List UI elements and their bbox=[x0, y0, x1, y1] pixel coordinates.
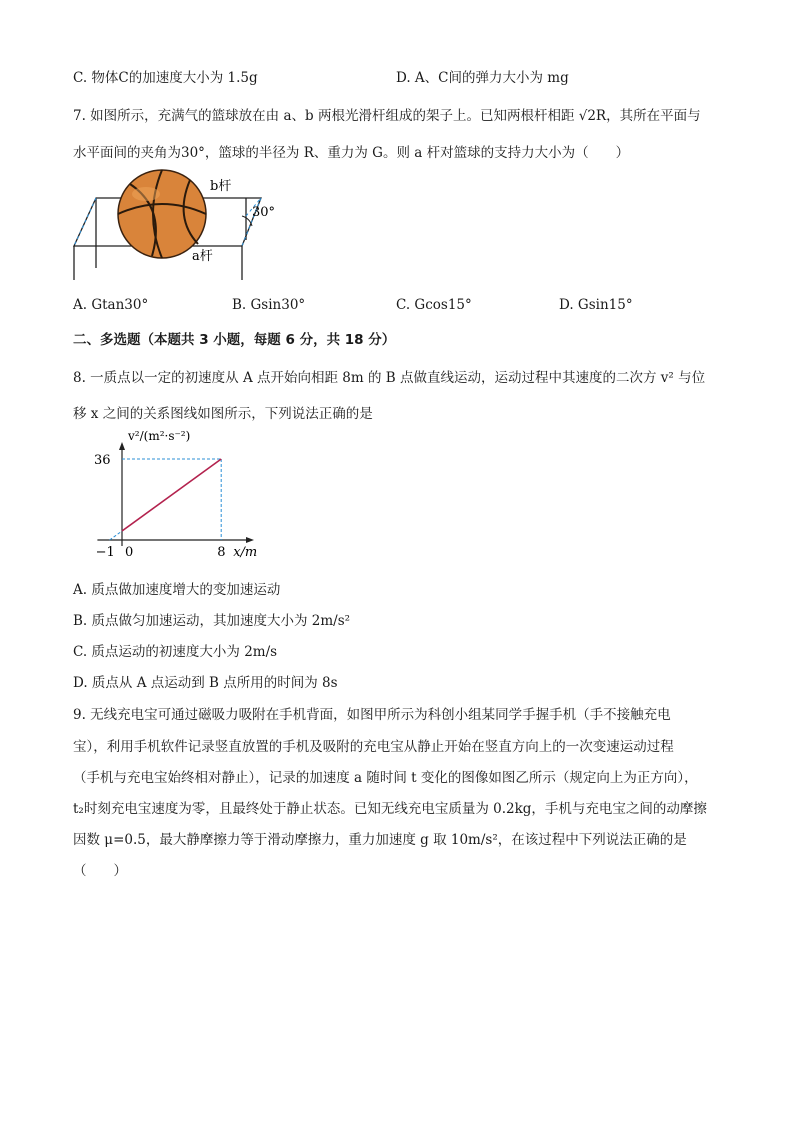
angle-label: 30° bbox=[252, 205, 276, 220]
q9-stem-line5: 因数 μ=0.5，最大静摩擦力等于滑动摩擦力，重力加速度 g 取 10m/s²，在该过程中下列说法正确的是 bbox=[73, 832, 687, 848]
q6-option-c: C. 物体C的加速度大小为 1.5g bbox=[73, 70, 258, 86]
basketball-rack-figure bbox=[66, 168, 286, 284]
x-tick-label-8: 8 bbox=[217, 545, 226, 560]
x-axis-label: x/m bbox=[233, 545, 258, 560]
x-tick-label-neg1: −1 bbox=[95, 545, 115, 560]
q9-stem-line1: 9. 无线充电宝可通过磁吸力吸附在手机背面，如图甲所示为科创小组某同学手握手机（手不接触充电 bbox=[73, 707, 671, 723]
q7-option-a: A. Gtan30° bbox=[73, 297, 149, 313]
v2-x-chart bbox=[92, 428, 282, 564]
y-tick-label-36: 36 bbox=[94, 453, 111, 468]
q9-stem-line6: （ ） bbox=[73, 863, 127, 879]
y-axis-label: v²/(m²·s⁻²) bbox=[128, 429, 191, 443]
q8-stem-line1: 8. 一质点以一定的初速度从 A 点开始向相距 8m 的 B 点做直线运动，运动过程中其速度的二次方 v² 与位 bbox=[73, 370, 706, 386]
section-title: 二、多选题（本题共 3 小题，每题 6 分，共 18 分） bbox=[73, 332, 396, 348]
q9-stem-line2: 宝），利用手机软件记录竖直放置的手机及吸附的充电宝从静止开始在竖直方向上的一次变速运动过程 bbox=[73, 739, 674, 755]
q7-option-d: D. Gsin15° bbox=[559, 297, 633, 313]
q9-stem-line4: t₂时刻充电宝速度为零，且最终处于静止状态。已知无线充电宝质量为 0.2kg，手机与充电宝之间的动摩擦 bbox=[73, 801, 707, 817]
q8-option-c: C. 质点运动的初速度大小为 2m/s bbox=[73, 644, 278, 660]
y-axis-arrow bbox=[119, 442, 125, 450]
q6-option-d: D. A、C间的弹力大小为 mg bbox=[396, 70, 569, 86]
q7-option-b: B. Gsin30° bbox=[232, 297, 306, 313]
q8-stem-line2: 移 x 之间的关系图线如图所示，下列说法正确的是 bbox=[73, 406, 373, 422]
series-line bbox=[122, 459, 221, 531]
q7-stem-line2: 水平面间的夹角为30°，篮球的半径为 R、重力为 G。则 a 杆对篮球的支持力大小为（ ） bbox=[73, 145, 630, 161]
a-rod-label: a杆 bbox=[192, 249, 213, 264]
q7-stem-line1: 7. 如图所示，充满气的篮球放在由 a、b 两根光滑杆组成的架子上。已知两根杆相距 √2R，其所在平面与 bbox=[73, 108, 701, 124]
q9-stem-line3: （手机与充电宝始终相对静止），记录的加速度 a 随时间 t 变化的图像如图乙所示（规定向上为正方向）， bbox=[73, 770, 698, 786]
b-rod-label: b杆 bbox=[210, 179, 232, 194]
x-axis-arrow bbox=[246, 537, 254, 543]
basketball-icon bbox=[118, 170, 206, 258]
q8-option-b: B. 质点做匀加速运动，其加速度大小为 2m/s² bbox=[73, 613, 351, 629]
extrapolation-line bbox=[110, 531, 122, 540]
q8-option-a: A. 质点做加速度增大的变加速运动 bbox=[73, 582, 281, 598]
x-tick-label-0: 0 bbox=[125, 545, 134, 560]
q7-option-c: C. Gcos15° bbox=[396, 297, 472, 313]
q8-option-d: D. 质点从 A 点运动到 B 点所用的时间为 8s bbox=[73, 675, 338, 691]
